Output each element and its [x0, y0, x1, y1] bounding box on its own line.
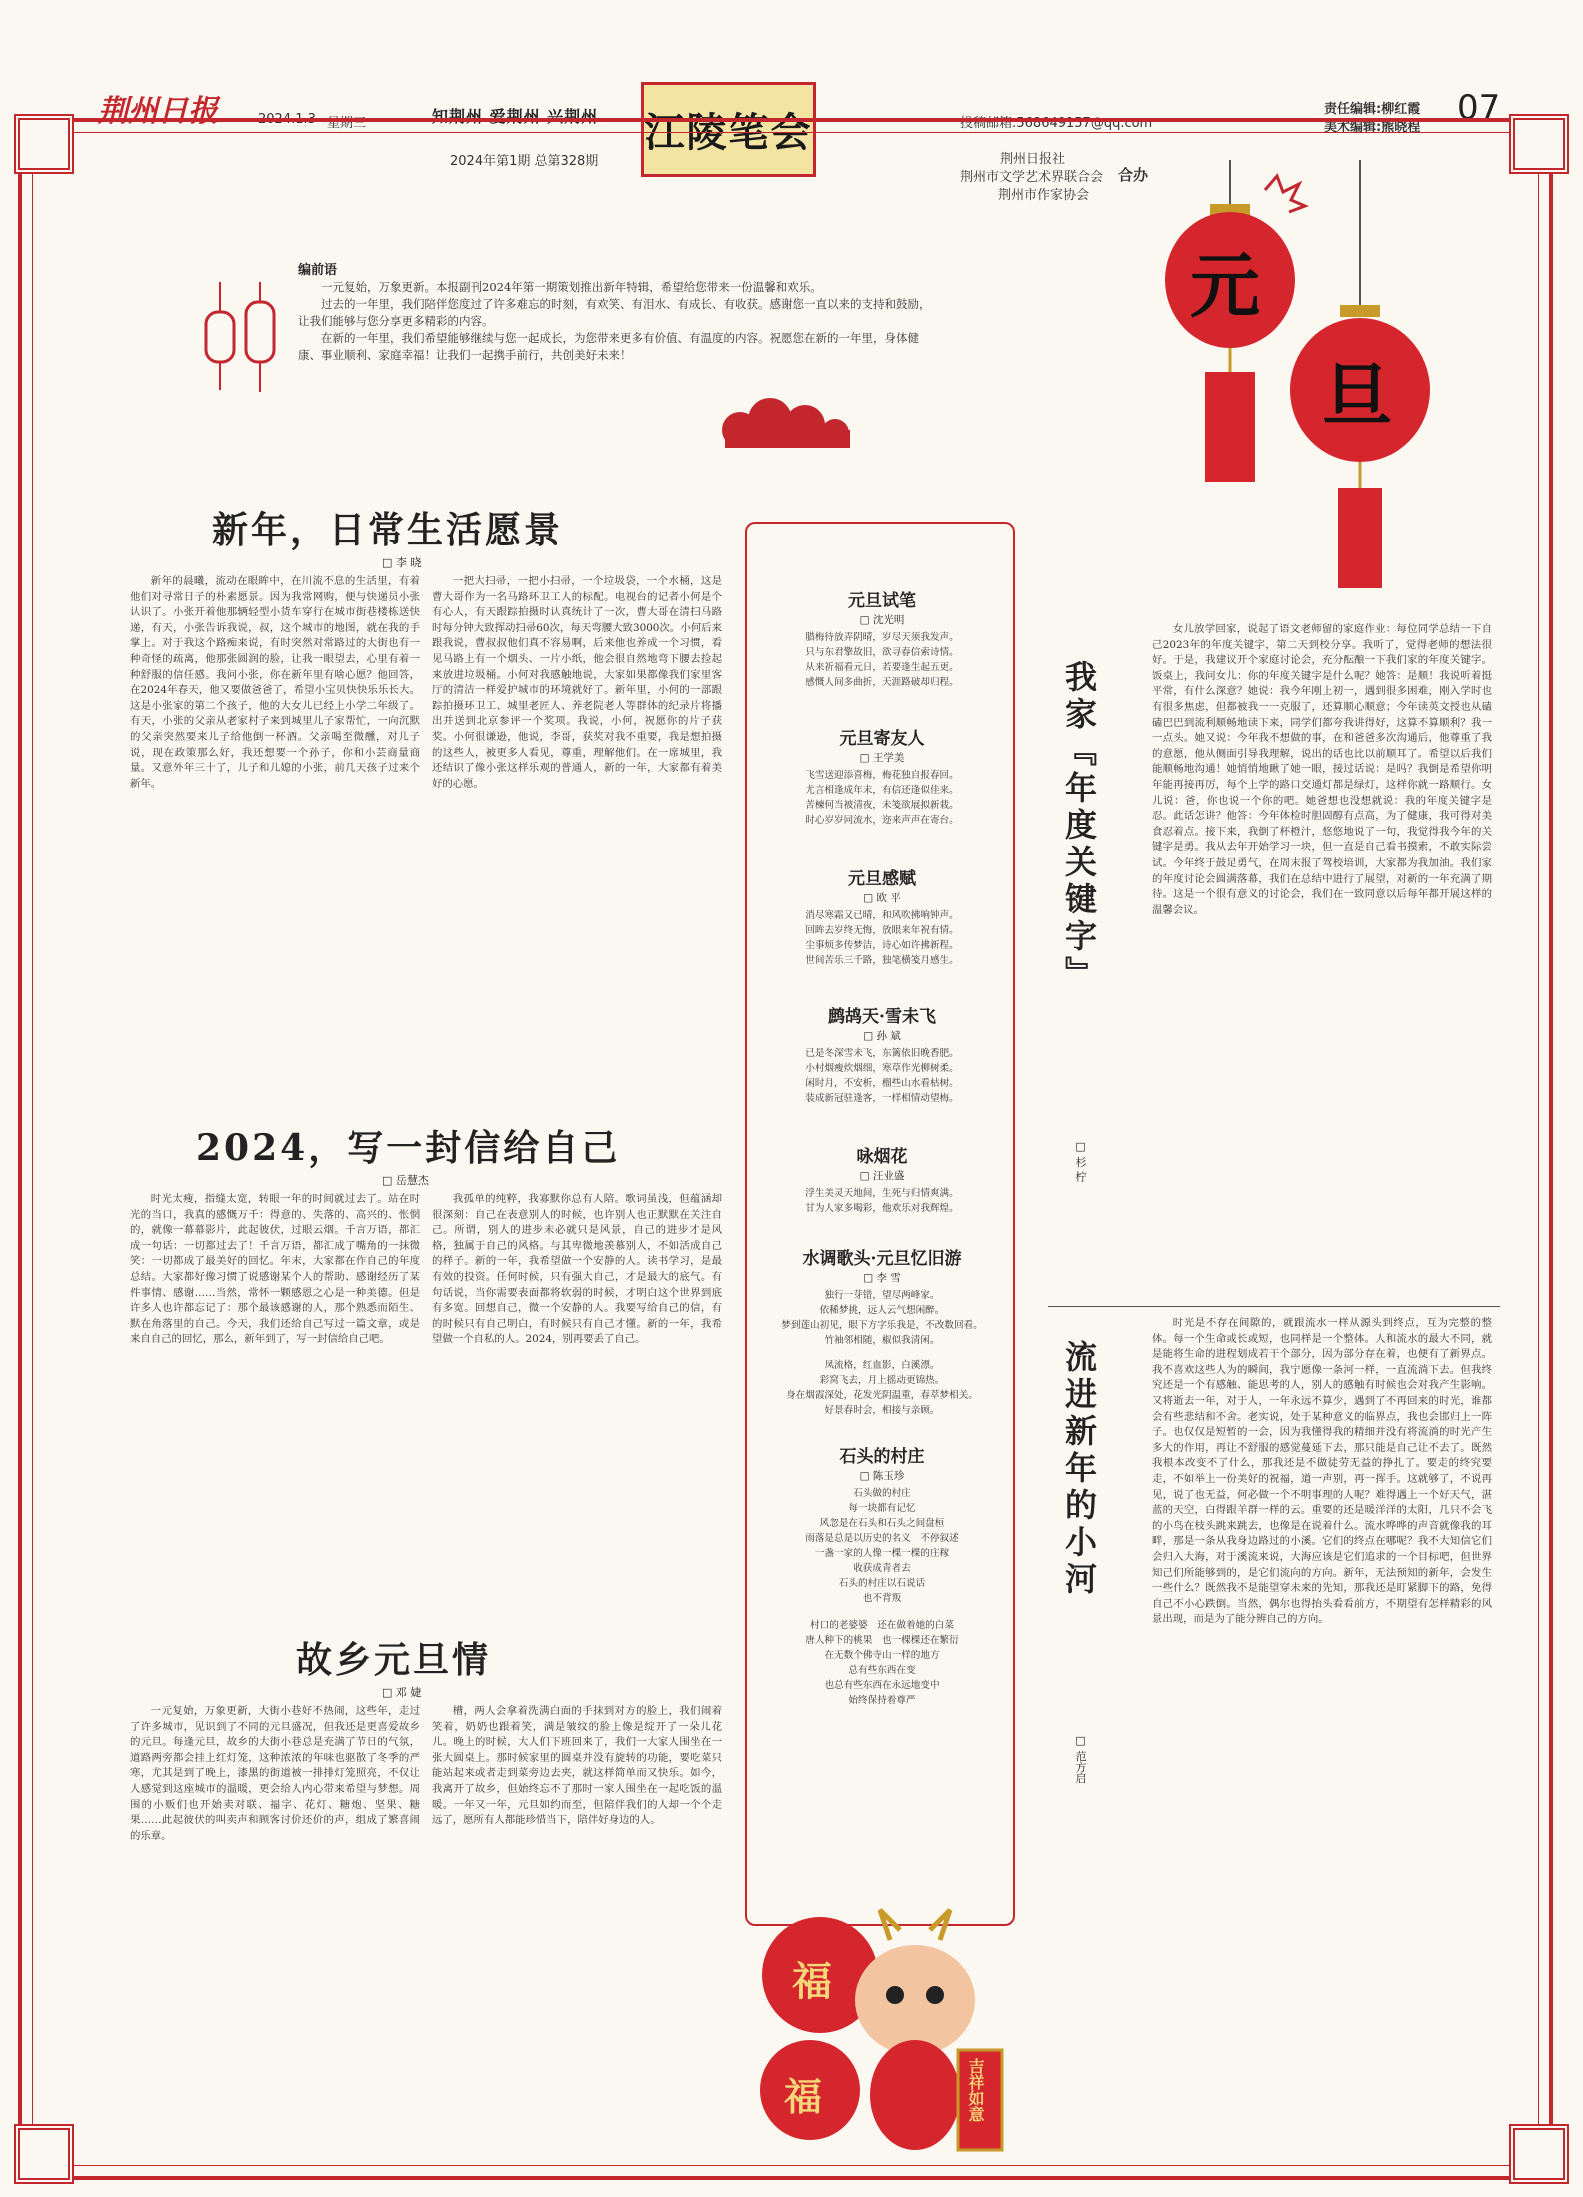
article-4-body	[1152, 622, 1492, 1302]
poem-line: 身在烟霞深处，花发光阴温重，春萃梦相关。	[786, 1390, 978, 1401]
article-3-text-left: 一元复始，万象更新，大街小巷好不热闹，这些年，走过了许多城市，见识到了不同的元旦盛况，但我还是更喜爱故乡的元旦。每逢元旦，故乡的大街小巷总是充满了节日的气氛，道路两旁都会挂上红灯笼，这种浓浓的年味也驱散了冬季的严寒，尤其是到了晚上，漆黑的街道被一排排灯笼照亮，不仅让人感觉到这座城市的温暖，更会给人内心带来希望与梦想。周围的小贩们也开始卖对联、福字、花灯、糖炮、坚果、糖果……此起彼伏的叫卖声和顾客讨价还价的声，组成了繁喜闹的乐章。	[130, 1705, 420, 1842]
poem-line: 一盏一家的人像一棵一棵的庄稼	[814, 1548, 950, 1559]
poem-line: 独行一芽错，望尽两峰家。	[824, 1290, 940, 1301]
poem-4-author: □ 孙 斌	[863, 1030, 901, 1042]
poem-line: 世间苦乐三千路，独笔横笺月感生。	[805, 955, 959, 966]
yuandan-char-1: 元	[1190, 244, 1260, 327]
poem-line: 始终保持着尊严	[848, 1695, 916, 1706]
dragon-mascot-illustration	[730, 1880, 1020, 2170]
corner-ornament	[1509, 114, 1569, 174]
poem-line: 甘为人家多喝彩，他欢乐对我辉煌。	[805, 1203, 959, 1214]
newspaper-logo: 荆州日报	[98, 94, 218, 129]
issue-weekday: 星期三	[327, 116, 367, 131]
article-3-title: 故乡元旦情	[296, 1639, 492, 1681]
article-1-text-right: 一把大扫帚，一把小扫帚，一个垃圾袋，一个水桶，这是曹大哥作为一名马路环卫工人的标配。电视台的记者小何是个有心人，有天跟踪拍摄时认真统计了一次，曹大哥在清扫马路时每分钟大致挥动扫帚60次，每天弯腰大致3000次。小何后来跟我说，曹叔叔他们真不容易啊，后来他也养成一个习惯，看见马路上有一个烟头、一片小纸，他会很自然地弯下腰去捡起来放进垃圾桶。小何对我感触地说，大家如果都像我们家里客厅的清洁一样爱护城市的环境就好了。新年里，小何的一部跟踪拍摄环卫工、城里老匠人、养老院老人等群体的纪录片将播出并送到北京参评一个奖项。我说，小何，祝愿你的片子获奖。小何很谦逊，他说，李哥，获奖对我不重要，我是想拍摄的这些人，被更多人看见，尊重，理解他们。在一席城里，我还结识了像小张这样乐观的普通人，新的一年，大家都有着美好的心愿。	[432, 575, 722, 790]
poem-line: 尤言相逢成年末，有信还逢似佳来。	[805, 785, 959, 796]
article-1-col-right	[432, 574, 722, 1090]
poem-line: 已是冬深雪未飞，东篱依旧晚香肥。	[805, 1048, 959, 1059]
poem-line: 依稀梦挑，远人云气想闲醉。	[819, 1305, 945, 1316]
lanterns-small-icon	[198, 282, 298, 402]
editor: 责任编辑:柳红霞	[1324, 102, 1421, 117]
yuandan-lanterns-icon	[1160, 160, 1460, 600]
article-3-col-right	[432, 1704, 722, 2124]
poem-3-title: 元旦感赋	[848, 869, 916, 889]
poem-1-body	[747, 630, 1017, 690]
poem-line: 在无数个佛寺山一样的地方	[824, 1650, 940, 1661]
article-2-text-left: 时光太瘦，指缝太宽，转眼一年的时间就过去了。站在时光的当口，我真的感慨万千：得意的、失落的、高兴的、怅惘的，就像一幕幕影片，此起彼伏，过眼云烟。千言万语，都汇成一句话：一切都过去了！千言万语，都汇成了嘴角的一抹微笑：一切都成了最美好的回忆。年末，大家都在作自己的年度总结。大家都好像习惯了说感谢某个人的帮助、感谢经历了某件事情、感谢……当然，常怀一颗感恩之心是一种美德。但是许多人也许都忘记了：那个最该感谢的人，那个熟悉而陌生、默在角落里的自己。今天，我们还给自己写过一篇文章，或是来自自己的回忆，那么，新年到了，写一封信给自己吧。	[130, 1193, 420, 1346]
fu-char-1: 福	[792, 1958, 832, 2005]
article-1-col-left	[130, 574, 420, 1090]
auspicious-cloud-icon	[700, 395, 880, 455]
poem-line: 雨落是总是以历史的名义 不停叙述	[805, 1533, 959, 1544]
poem-line: 闲时月，不安析，榴些山水看枯树。	[805, 1078, 959, 1089]
article-5-title: 流进新年的小河	[1060, 1340, 1098, 1599]
slogan: 知荆州 爱荆州 兴荆州	[432, 107, 599, 126]
poem-line: 装成新冠驻逢客，一样相情动望梅。	[805, 1093, 959, 1104]
poem-line: 尘事烦多传梦洁，诗心如许拂新程。	[805, 940, 959, 951]
poem-6-body	[747, 1288, 1017, 1418]
poem-line: 时心岁岁同流水，迩来声声在寄台。	[805, 815, 959, 826]
yuandan-char-2: 旦	[1322, 354, 1392, 437]
poem-line: 石头做的村庄	[853, 1488, 911, 1499]
poem-2-title: 元旦寄友人	[839, 729, 925, 749]
article-1-byline: □ 李 晓	[382, 556, 422, 569]
poem-4-title: 鹧鸪天·雪未飞	[828, 1007, 936, 1027]
poem-3-body	[747, 908, 1017, 968]
foreword-p3: 在新的一年里，我们希望能够继续与您一起成长，为您带来更多有价值、有温度的内容。祝愿您在新的一年里，身体健康、事业顺利、家庭幸福！让我们一起携手前行，共创美好未来！	[298, 331, 919, 362]
article-2-byline: □ 岳慧杰	[382, 1174, 429, 1187]
org-joint: 合办	[1118, 166, 1149, 184]
poem-1-title: 元旦试笔	[848, 591, 916, 611]
poem-line: 梦到莲山初见，眼下方字乐我是，不改数回看。	[781, 1320, 983, 1331]
poem-4-body	[747, 1046, 1017, 1106]
poem-line: 消尽寒霜又已晴，和风吹拂响钟声。	[805, 910, 959, 921]
foreword-p1: 一元复始，万象更新。本报副刊2024年第一期策划推出新年特辑，希望给您带来一份温馨和欢乐。	[321, 280, 822, 294]
poem-line: 腊梅待放弄阴晴，岁尽天须我发声。	[805, 632, 959, 643]
art-editor: 美术编辑:熊晓程	[1324, 120, 1421, 135]
poem-line: 凤流格，红血影，白溪漂。	[824, 1360, 940, 1371]
issue-date: 2024.1.3	[258, 112, 316, 127]
poem-5-title: 咏烟花	[856, 1147, 908, 1167]
poem-line: 苦楝何当被清夜，未笺欲展拟新栽。	[805, 800, 959, 811]
article-2-text-right: 我孤单的纯粹，我寡默你总有人陪。歌词虽浅，但蕴涵却很深刻：自己在表意别人的时候，也许别人也正默默在关注自己。所谓，别人的进步未必就只是风景，自己的进步才是风格，独属于自己的风格。与其卑微地羡慕别人，不如活成自己的样子。新的一年，我希望做一个安静的人。读书学习，是最有效的投资。任何时候，只有强大自己，才是最大的底气。有句话说，当你需要表面都将软弱的时候，才明白这个世界到底有多宽。回想自己，微一个安静的人。我要写给自己的信，有的时候只有自己明白，有时候只有自己才懂。新的一年，我希望做一个自私的人。2024，别再要丢了自己。	[432, 1193, 722, 1346]
article-5-byline: □ 范方启	[1074, 1734, 1087, 1784]
poem-1-author: □ 沈光明	[859, 614, 905, 626]
poem-line: 彩窝飞去，月上摇动更锦热。	[819, 1375, 945, 1386]
org-2: 荆州市文学艺术界联合会	[960, 170, 1104, 185]
foreword-p2: 过去的一年里，我们陪伴您度过了许多难忘的时刻，有欢笑、有泪水、有成长、有收获。感谢您一直以来的支持和鼓励，让我们能够与您分享更多精彩的内容。	[298, 297, 931, 328]
page-number: 07	[1457, 88, 1501, 128]
poem-line: 小村烟瘦炊烟细，寒草作光柳树柔。	[805, 1063, 959, 1074]
poem-3-author: □ 欧 平	[863, 892, 901, 904]
poem-7-body	[747, 1486, 1017, 1708]
column-title: 江陵笔会	[644, 109, 813, 156]
org-1: 荆州日报社	[1000, 152, 1066, 167]
foreword	[298, 262, 938, 364]
article-1-title: 新年，日常生活愿景	[212, 509, 564, 551]
article-5-text: 时光是不存在间隙的，就跟流水一样从源头到终点，互为完整的整体。每一个生命或长或短，也同样是一个整体。人和流水的最大不同，就是能将生命的进程划成若干个部分，因为部分存在着，也便有了新界点。我不喜欢这些人为的瞬间，我宁愿像一条河一样，一直流淌下去。但我终究还是一个有感触、能思考的人，别人的感触有时候也会对我产生影响。又将逝去一年，对于人，一年永远不算少，遇到了不再回来的时光，谁都会有些悲结和不舍。老实说，处于某种意义的临界点，我也会邯归上一阵子。也仅仅是短暂的一会，因为我懂得我的精细并没有将流淌的时光产生多大的作用，再让不舒服的感觉蔓延下去，那只能是自己让不去了。既然我根本改变不了什么，那我还是不做徒劳无益的挣扎了。要走的终究要走，不如举上一份美好的祝福，道一声别，再一挥手。这就够了，不说再见，说了也无益，何必做一个不明事理的人呢？难得遇上一个好天气，湛蓝的天空，白得跟羊群一样的云。重要的还是暖洋洋的太阳，几只不会飞的小鸟在枝头跳来跳去，也像是在说着什么。流水哗哗的声音就像我的耳畔，那是一条从我身边路过的小溪。它们的终点在哪呢？我不大知信它们会归入大海，对于溪流来说，大海应该是它们追求的一个目标吧，但世界知己们所能够到的，是它们流向的方向。新年，无法预知的新年，会发生一些什么？既然我不是能望穿未来的先知，那我还是盯紧脚下的路，免得自己不小心跌倒。当然，偶尔也得抬头看看前方，不期望有怎样精彩的风景出现，而是为了能分辨自己的方向。	[1152, 1317, 1492, 1626]
poem-6-author: □ 李 雪	[863, 1272, 901, 1284]
poem-line: 每一块都有记忆	[848, 1503, 916, 1514]
poem-line: 唐人种下的桃果 也一棵棵还在繁衍	[805, 1635, 959, 1646]
poem-line: 石头的村庄以石说话	[838, 1578, 926, 1589]
poem-line: 竹袖邻相随，椒似我清闲。	[824, 1335, 940, 1346]
submission-email: 投稿邮箱:568649157@qq.com	[960, 116, 1153, 131]
poem-7-author: □ 陈玉珍	[859, 1470, 905, 1482]
corner-ornament	[14, 2124, 74, 2184]
poem-line: 回眸去岁终无悔，放眼来年祝有情。	[805, 925, 959, 936]
poem-7-title: 石头的村庄	[839, 1447, 925, 1467]
org-3: 荆州市作家协会	[998, 188, 1090, 203]
poem-line: 村口的老婆婆 还在做着她的白菜	[810, 1620, 954, 1631]
article-2-col-left	[130, 1192, 420, 1616]
poem-box	[745, 522, 1015, 1926]
article-3-byline: □ 邓 婕	[382, 1686, 422, 1699]
poem-line: 浮生美灵天地间，生死与归情爽满。	[805, 1188, 959, 1199]
article-4-title: 我家『年度关键字』	[1060, 660, 1098, 993]
poem-line: 收获成青者去	[853, 1563, 911, 1574]
fu-char-2: 福	[784, 2074, 823, 2119]
couplet-text: 吉祥如意	[966, 2058, 985, 2122]
article-4-text: 女儿放学回家，说起了语文老师留的家庭作业：每位同学总结一下自己2023年的年度关键字，第二天到校分享。我听了，觉得老师的想法很好。于是，我建议开个家庭讨论会，充分酝酿一下我们家的年度关键字。饭桌上，我问女儿：你的年度关键字是什么呢？她答：是顺！我说听着挺平常，有什么深意？她说：我今年刚上初一，遇到很多困难，刚入学时也有很多焦虑，但都被我一一克服了，还算顺心顺意；今年读英文授也从磕磕巴巴到流利顺畅地读下来，同学们都夸我讲得好，这算不算顺利？我一一点头。她又说：今年我不想做的事，在和爸爸多次沟通后，他尊重了我的意愿，他从侧面引导我理解，说出的话也比以前顺耳了。希望以后我们能顺畅地沟通！她悄悄地瞅了她一眼，接过话说：是吗？我倒是希望你明年能再接再厉，每个上学的路口交通灯都是绿灯，这样你就一路顺行。女儿说：爸，你也说一个你的吧。她爸想也没想就说：我的年度关键字是忍。此话怎讲？他答：今年体检时胆固醇有点高，为了健康，我可得对美食忍着点。接下来，我倒了杯橙汁，悠悠地说了一句，我觉得我今年的关键字是勇。我从去年开始学习一块，但一直是自己看书摸索，不敢实际尝试。今年终于鼓足勇气，在周末报了驾校培训，大家都为我加油。我们家的年度讨论会圆满落幕，我们在总结中进行了展望，对新的一年充满了期待。这是一个很有意义的讨论会，我们在一致同意以后每年都开展这样的温馨会议。	[1152, 623, 1492, 916]
article-2-col-right	[432, 1192, 722, 1616]
poem-line: 风忽是在石头和石头之间盘桓	[819, 1518, 945, 1529]
article-3-col-left	[130, 1704, 420, 2124]
poem-line: 也总有些东西在永远地变中	[824, 1680, 940, 1691]
poem-line: 飞雪送迎添喜梅，梅花独自报春回。	[805, 770, 959, 781]
foreword-label: 编前语	[298, 263, 338, 278]
poem-line: 也不背叛	[862, 1593, 902, 1604]
corner-ornament	[14, 114, 74, 174]
section-divider	[1048, 1306, 1500, 1307]
poem-line: 总有些东西在变	[848, 1665, 916, 1676]
issue-number: 2024年第1期 总第328期	[450, 154, 599, 169]
article-2-title: 2024，写一封信给自己	[196, 1127, 621, 1169]
poem-line: 只与东君擎故旧，欲寻春信索诗情。	[805, 647, 959, 658]
article-4-byline: □ 杉 柠	[1074, 1140, 1087, 1182]
poem-line: 感慨人间多曲折，天涯路破却归程。	[805, 677, 959, 688]
poem-6-title: 水调歌头·元旦忆旧游	[802, 1249, 962, 1269]
poem-5-author: □ 汪业盛	[859, 1170, 905, 1182]
poem-5-body	[747, 1186, 1017, 1216]
corner-ornament	[1509, 2124, 1569, 2184]
poem-2-body	[747, 768, 1017, 828]
poem-line: 好景春时会，相接与亲顾。	[824, 1405, 940, 1416]
article-1-text-left: 新年的晨曦，流动在眼眸中，在川流不息的生活里，有着他们对寻常日子的朴素愿景。因为我常网购，便与快递员小张认识了。小张开着他那辆轻型小货车穿行在城市街巷楼栋送快递，有天，小张告诉我说，叔，这个城市的地图，就在我的手掌上。对于我这个路痴来说，有时突然对常路过的大街也有一种奇怪的疏离，他那张圆润的脸，让我一眼望去，心里有着一种舒服的信任感。我问小张，你在新年里有啥心愿？他回答，在2024年春天，他又要做爸爸了，希望小宝贝快快乐乐长大。这是小张家的第二个孩子，他的大女儿已经上小学二年级了。有天，小张的父亲从老家村子来到城里儿子家帮忙，一向沉默的父亲突然要来儿子给他倒一杯酒。父亲喝至微醺，对儿子说，现在政策那么好，我还想要一个孙子，你和小芸商量商量。又意外年三十了，儿子和儿媳的小张，前几天孩子过来个新年。	[130, 575, 420, 790]
article-3-text-right: 槽，两人会拿着洗满白面的手抹到对方的脸上，我们闹着笑着，奶奶也跟着笑，满是皱纹的脸上像是绽开了一朵儿花儿。晚上的时候，大人们下班回来了，我们一大家人围坐在一张大圆桌上。那时候家里的圆桌并没有旋转的功能，要吃菜只能站起来或者走到菜旁边去夹，就这样简单而又快乐。如今，我离开了故乡，但始终忘不了那时一家人围坐在一起吃饭的温暖。一年又一年，元旦如约而至，但陪伴我们的人却一个个走远了，愿所有人都能珍惜当下，陪伴好身边的人。	[432, 1705, 722, 1827]
article-5-body	[1152, 1316, 1492, 2106]
poem-line: 从来祈福看元日，若要逢生起五更。	[805, 662, 959, 673]
poem-2-author: □ 王学美	[859, 752, 905, 764]
